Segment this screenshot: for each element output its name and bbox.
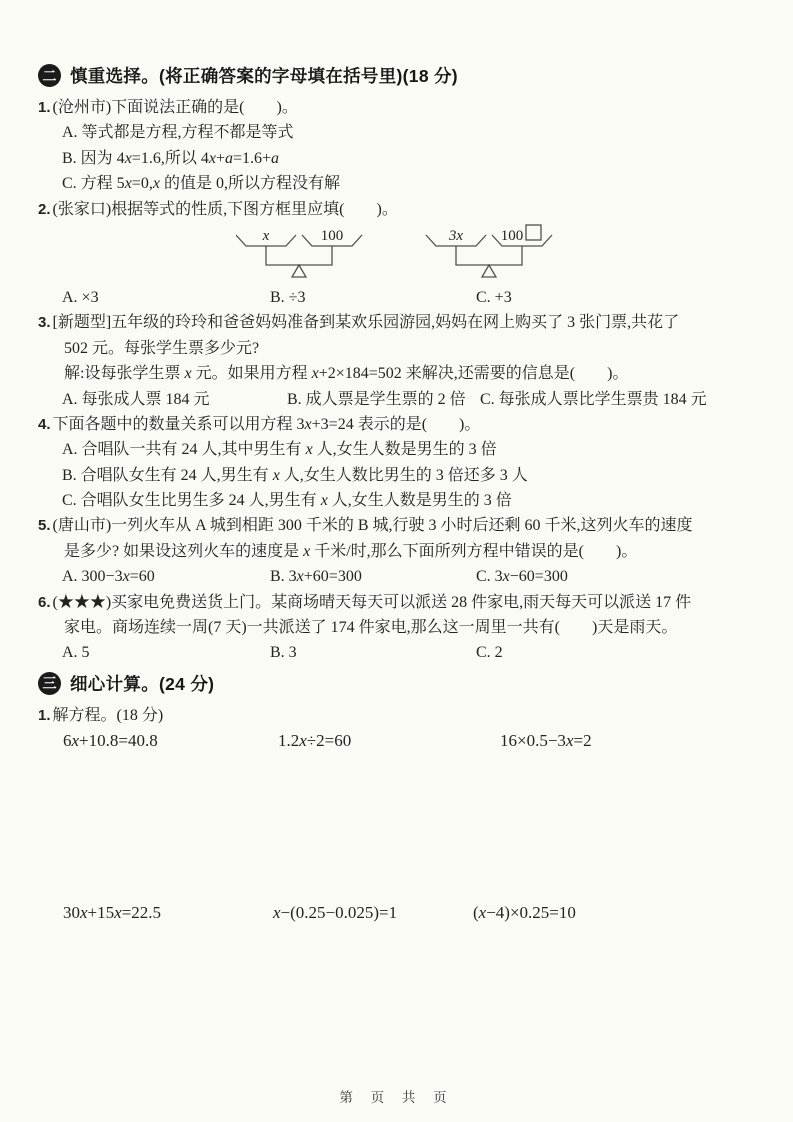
right-scale-pan-1-label: 3x (448, 227, 464, 244)
question-5-stem-line-1 (38, 513, 778, 538)
empty-answer-box (526, 225, 541, 240)
question-number: 6. (38, 593, 51, 611)
section-choice-header (38, 62, 778, 89)
question-number: 2. (38, 200, 51, 218)
question-1-option-a: A. 等式都是方程,方程不都是等式 (62, 124, 294, 142)
equation-6: (x−4)×0.25=10 (473, 903, 576, 923)
equation-3: 16×0.5−3x=2 (500, 731, 592, 751)
question-5-stem-line-2: 是多少? 如果设这列火车的速度是 x 千米/时,那么下面所列方程中错误的是( )。 (64, 542, 638, 560)
question-2-option-c: C. +3 (476, 288, 512, 306)
balance-scales-diagram (236, 224, 566, 278)
question-3-option-a: A. 每张成人票 184 元 (62, 390, 210, 408)
question-6-option-c: C. 2 (476, 644, 503, 662)
question-number: 3. (38, 314, 51, 332)
question-5-options (38, 564, 778, 589)
question-stem-text: (★★★)买家电免费送货上门。某商场晴天每天可以派送 28 件家电,雨天每天可以派送 17 件 (52, 593, 692, 611)
left-scale-fulcrum (292, 265, 306, 277)
question-3-option-b: B. 成人票是学生票的 2 倍 (287, 390, 466, 408)
question-3-stem-line-2: 502 元。每张学生票多少元? (64, 339, 260, 357)
question-number: 1. (38, 99, 51, 116)
left-scale-pan-2-label: 100 (320, 227, 344, 244)
equation-5: x−(0.25−0.025)=1 (273, 903, 398, 923)
solve-equations-subheading (38, 703, 778, 728)
question-2-stem (38, 197, 778, 222)
equations-row-1 (38, 728, 778, 754)
question-6-option-b: B. 3 (270, 644, 297, 662)
section-calc-header (38, 670, 778, 697)
question-2-options (38, 285, 778, 310)
question-1-stem (38, 95, 778, 120)
equation-2: 1.2x÷2=60 (278, 731, 352, 751)
question-4-option-a: A. 合唱队一共有 24 人,其中男生有 x 人,女生人数是男生的 3 倍 (62, 441, 497, 459)
section-choice-title: 慎重选择。(将正确答案的字母填在括号里)(18 分) (70, 66, 458, 86)
question-1-option-b: B. 因为 4x=1.6,所以 4x+a=1.6+a (62, 149, 280, 167)
right-scale-fulcrum (482, 265, 496, 277)
left-scale-pan-1-label: x (262, 227, 270, 244)
section-choice (38, 62, 778, 666)
equation-4: 30x+15x=22.5 (63, 903, 162, 923)
equations-row-2 (38, 900, 778, 926)
question-6-option-a: A. 5 (62, 644, 90, 662)
question-3-options (38, 387, 778, 412)
question-stem-text: (张家口)根据等式的性质,下图方框里应填( )。 (52, 200, 398, 218)
sub-question-label: 解方程。(18 分) (52, 706, 164, 724)
page-footer: 第 页 共 页 (339, 1090, 454, 1105)
right-scale-pan-2-label: 100 (500, 227, 524, 244)
question-3 (38, 310, 778, 412)
question-5 (38, 513, 778, 589)
question-number: 4. (38, 415, 51, 433)
question-3-option-c: C. 每张成人票比学生票贵 184 元 (480, 390, 707, 408)
question-2-option-a: A. ×3 (62, 288, 99, 306)
sub-question-number: 1. (38, 706, 51, 724)
question-6-stem-line-1 (38, 590, 778, 615)
question-stem-text: 下面各题中的数量关系可以用方程 3x+3=24 表示的是( )。 (52, 415, 481, 433)
question-6-options (38, 640, 778, 665)
question-2 (38, 197, 778, 311)
question-stem-text: (沧州市)下面说法正确的是( )。 (52, 99, 298, 116)
section-calc-title: 细心计算。(24 分) (70, 673, 215, 694)
left-balance-scale (236, 228, 362, 277)
question-number: 5. (38, 517, 51, 535)
question-1 (38, 95, 778, 197)
question-5-option-c: C. 3x−60=300 (476, 568, 568, 586)
section-three-icon: 三 (38, 672, 61, 695)
question-6-stem-line-2: 家电。商场连续一周(7 天)一共派送了 174 件家电,那么这一周里一共有( )天是雨天。 (64, 619, 678, 637)
question-5-option-a: A. 300−3x=60 (62, 568, 155, 586)
question-1-option-c: C. 方程 5x=0,x 的值是 0,所以方程没有解 (62, 175, 340, 193)
equation-1: 6x+10.8=40.8 (63, 731, 158, 751)
question-6 (38, 590, 778, 666)
question-2-option-b: B. ÷3 (270, 288, 306, 306)
right-balance-scale (426, 225, 552, 277)
section-two-icon: 二 (38, 64, 61, 87)
question-5-option-b: B. 3x+60=300 (270, 568, 362, 586)
left-scale-beam (266, 246, 332, 265)
section-calc (38, 670, 778, 926)
question-stem-text: (唐山市)一列火车从 A 城到相距 300 千米的 B 城,行驶 3 小时后还剩 60 千米,这列火车的速度 (52, 517, 693, 535)
question-4-option-c: C. 合唱队女生比男生多 24 人,男生有 x 人,女生人数是男生的 3 倍 (62, 492, 512, 510)
question-4-stem (38, 412, 778, 437)
question-stem-text: [新题型]五年级的玲玲和爸爸妈妈准备到某欢乐园游园,妈妈在网上购买了 3 张门票,共花了 (52, 314, 680, 332)
question-3-solution-setup: 解:设每张学生票 x 元。如果用方程 x+2×184=502 来解决,还需要的信息是( )。 (64, 365, 629, 383)
question-4-option-b: B. 合唱队女生有 24 人,男生有 x 人,女生人数比男生的 3 倍还多 3 人 (62, 466, 528, 484)
right-scale-beam (456, 246, 522, 265)
question-3-stem-line-1 (38, 310, 778, 335)
question-4 (38, 412, 778, 514)
